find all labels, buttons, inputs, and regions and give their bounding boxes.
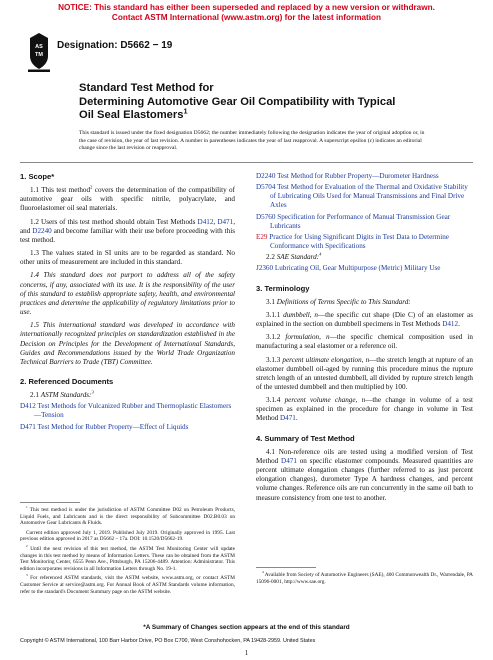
svg-text:TM: TM <box>35 52 43 58</box>
right-column <box>256 172 473 507</box>
ref-link[interactable]: D471 <box>280 414 296 423</box>
title-line-1: Standard Test Method for <box>79 82 214 94</box>
section-heading: 1. Scope* <box>20 172 55 181</box>
reference-item: D412 Test Methods for Vulcanized Rubber and Thermoplastic Elastomers—Tension <box>20 402 232 420</box>
ref-link[interactable]: D412 <box>442 320 459 329</box>
paragraph: 1.4 This standard does not purport to address all of the safety concerns, if any, associated with its use. It is the responsibility of the user of this standard to establish appropriate safety, health, and environmental practices and determine the applicability of regulatory limitations prior to use. <box>20 271 235 317</box>
ref-link[interactable]: E29 <box>256 232 268 241</box>
ref-link[interactable]: D5760 <box>256 212 276 221</box>
ref-link[interactable]: D2240 <box>256 172 276 180</box>
reference-item: D471 Test Method for Rubber Property—Effect of Liquids <box>20 422 189 431</box>
footnote-1b: Current edition approved July 1, 2019. Published July 2019. Originally approved in 1995. Last previous edition approved in 2017 as D5662 – 17a. DOI: 10.1520/D5662-19. <box>20 529 235 543</box>
footnote-1: $^1$ This test method is under the jurisdiction of ASTM Committee D02 on Petroleum Products, Liquid Fuels, and Lubricants and is the direct responsibility of Subcommittee D02.B0.03 on Automotive Gear Lubricants & Fluids. <box>20 505 236 527</box>
reference-item: D5760 Specification for Performance of Manual Transmission Gear Lubricants <box>256 212 451 230</box>
copyright: Copyright © ASTM International, 100 Barr Harbor Drive, PO Box C700, West Conshohocken, PA 19428-2959. United States <box>20 638 316 644</box>
reference-item: J2360 Lubricating Oil, Gear Multipurpose (Metric) Military Use <box>256 264 441 273</box>
section-heading: 2. Referenced Documents <box>20 376 114 386</box>
paragraph: 1.5 This international standard was developed in accordance with internationally recognized principles on standardization established in the Decision on Principles for the Development of International Standards, Guides and Recommendations issued by the World Trade Organization Technical Barriers to Trade (TBT) Committee. <box>20 321 235 366</box>
paragraph: 4.1 Non-reference oils are tested using a modified version of Test Method D471 on specific elastomer compounds. Measured quantities are percent ultimate elongation changes (further referred to as just percent elongation changes), durometer Type A hardness changes, and percent volume changes. Reference oils are run concurrently in the same oil bath to measure consistency from one test to another. <box>256 447 473 502</box>
header-divider <box>20 162 473 163</box>
designation: Designation: D5662 − 19 <box>57 40 173 51</box>
footnote-divider-right <box>256 567 316 568</box>
notice-banner <box>0 3 493 23</box>
left-column <box>20 172 235 434</box>
notice-line-2: Contact ASTM International (www.astm.org) for the latest information <box>111 13 382 22</box>
summary-of-changes-note: *A Summary of Changes section appears at the end of this standard <box>143 624 350 631</box>
footnote-divider <box>20 502 80 503</box>
subsection: 2.1 ASTM Standards:$^3$ <box>30 390 94 400</box>
paragraph: 3.1 Definitions of Terms Specific to This Standard: <box>266 297 411 306</box>
footnote-3: $^3$ For referenced ASTM standards, visit the ASTM website, www.astm.org, or contact ASTM Customer Service at service@astm.org. For Annual Book of ASTM Standards volume information, refer to the standard's Document Summary page on the ASTM website. <box>20 573 235 595</box>
ref-link[interactable]: J2360 <box>256 264 274 273</box>
paragraph: 3.1.3 percent ultimate elongation, n—the stretch length at rupture of an elastomer dumbbell oil-aged by running this procedure minus the rupture stretch length of an untested dumbbell, all divided by rupture stretch length of the untested dumbbell and then multiplied by 100. <box>256 355 473 391</box>
paragraph: 3.1.1 dumbbell, n—the specific cut shape (Die C) of an elastomer as explained in the section on dumbbell specimens in Test Methods D412. <box>256 310 473 329</box>
paragraph: 3.1.4 percent volume change, n—the change in volume of a test specimen as explained in the procedure for change in volume in Test Method D471. <box>256 396 473 423</box>
reference-item: D5704 Test Method for Evaluation of the Thermal and Oxidative Stability of Lubricating Oils Used for Manual Transmissions and Final Drive Axles <box>256 183 468 210</box>
footnote-mark: 1 <box>183 106 188 116</box>
title-line-2: Determining Automotive Gear Oil Compatibility with Typical <box>79 95 396 108</box>
issue-note: This standard is issued under the fixed designation D5662; the number immediately following the designation indicates the year of original adoption or, in the case of revision, the year of last revision. A number in parentheses indicates the year of last reapproval. A superscript epsilon (ε) indicates an editorial change since the last revision or reapproval. <box>79 130 425 152</box>
paragraph: 1.1 This test method$^2$ covers the determination of the compatibility of automotive gear oils with specific nitrile, polyacrylate, and fluoroelastomer oil seal materials. <box>20 185 235 213</box>
ref-link[interactable]: D5704 <box>256 183 276 192</box>
ref-link[interactable]: D471 <box>281 456 297 465</box>
title-line-3-text: Oil Seal Elastomers <box>79 109 184 121</box>
paragraph: 3.1.2 formulation, n—the specific chemical composition used in manufacturing a seal elastomer or a reference oil. <box>256 333 473 351</box>
reference-item: D2240 Test Method for Rubber Property—Durometer Hardness <box>256 172 439 180</box>
paragraph: 1.2 Users of this test method should obtain Test Methods D412, D471, and D2240 and become familiar with their use before proceeding with this test method. <box>20 217 235 244</box>
ref-link[interactable]: D471 <box>217 217 234 226</box>
svg-text:AS: AS <box>35 44 43 50</box>
title-line-3 <box>79 106 395 123</box>
ref-link[interactable]: D412 <box>20 402 36 411</box>
ref-link[interactable]: D2240 <box>32 226 52 235</box>
footnotes <box>20 507 235 598</box>
reference-item: E29 Practice for Using Significant Digits in Test Data to Determine Conformance with Specifications <box>256 232 449 251</box>
footnote-2: $^2$ Until the next revision of this test method, the ASTM Test Monitoring Center will update changes in this test method by means of Information Letters. These can be obtained from the ASTM Test Monitoring Center, 6555 Penn Ave., Pittsburgh, PA 15206-4489. Attention: Administrator. This edition incorporates revisions in all Information Letters through No. 19-1. <box>20 544 236 572</box>
paragraph: 1.3 The values stated in SI units are to be regarded as standard. No other units of measurement are included in this standard. <box>20 249 235 267</box>
subsection: 2.2 SAE Standard:$^4$ <box>266 252 322 262</box>
section-heading: 3. Terminology <box>256 283 310 293</box>
astm-logo <box>28 32 50 72</box>
document-title <box>79 82 395 123</box>
page-number: 1 <box>244 649 249 657</box>
ref-link[interactable]: D471 <box>20 422 36 431</box>
footnote-4: $^4$ Available from Society of Automotive Engineers (SAE), 400 Commonwealth Dr., Warrendale, PA 15096-0001, http://www.sae.org. <box>256 570 473 585</box>
notice-line-1: NOTICE: This standard has either been superseded and replaced by a new version or withdrawn. <box>58 3 435 12</box>
ref-link[interactable]: D412 <box>197 217 214 226</box>
section-heading: 4. Summary of Test Method <box>256 433 355 443</box>
